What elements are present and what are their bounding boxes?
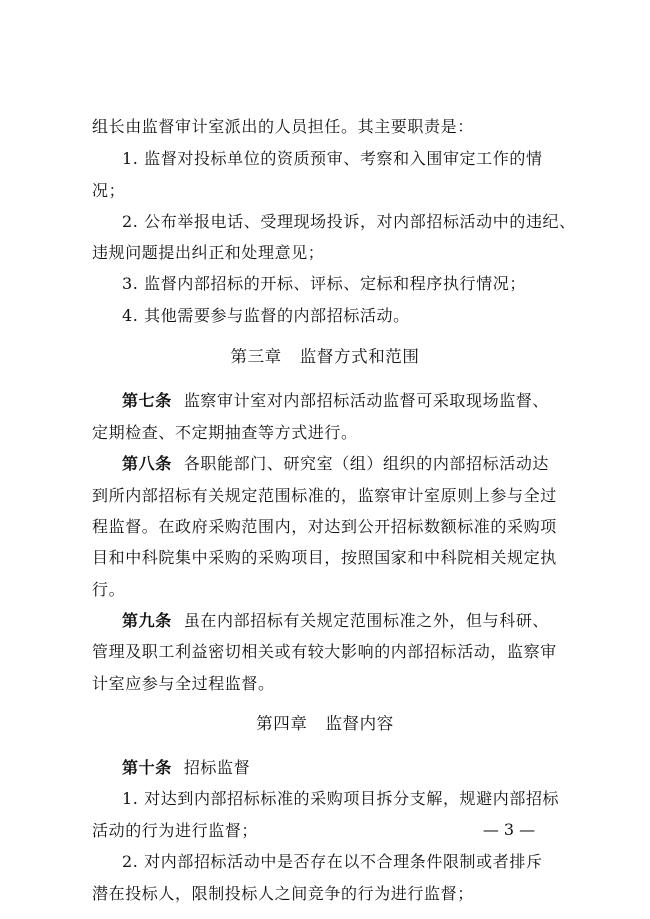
- article-7-line-1: [122, 391, 549, 411]
- article-7-line-2: 定期检查、不定期抽查等方式进行。: [92, 423, 358, 442]
- list-item-3: 3. 监督内部招标的开标、评标、定标和程序执行情况；: [122, 274, 526, 293]
- paragraph-line: 组长由监督审计室派出的人员担任。其主要职责是：: [92, 117, 474, 136]
- article-7-text: 监察审计室对内部招标活动监督可采取现场监督、: [183, 391, 550, 410]
- article-8-line-3: 程监督。在政府采购范围内，对达到公开招标数额标准的采购项: [92, 517, 557, 536]
- article-8-line-5: 行。: [92, 580, 126, 599]
- list-item-2: 2. 公布举报电话、受理现场投诉，对内部招标活动中的违纪、: [122, 212, 576, 231]
- chapter-4-number: 第四章: [256, 714, 308, 733]
- article-10-heading: [122, 758, 250, 778]
- article-8-text: 各职能部门、研究室（组）组织的内部招标活动达: [183, 454, 550, 473]
- article-10-item-1-continued: 活动的行为进行监督；: [92, 821, 259, 840]
- chapter-4-title: 监督内容: [325, 714, 394, 733]
- list-item-4: 4. 其他需要参与监督的内部招标活动。: [122, 306, 410, 325]
- article-8-line-4: 目和中科院集中采购的采购项目，按照国家和中科院相关规定执: [92, 548, 557, 567]
- article-9-line-2: 管理及职工利益密切相关或有较大影响的内部招标活动，监察审: [92, 642, 557, 661]
- article-7-label: 第七条: [122, 391, 172, 410]
- list-item-1: 1. 监督对投标单位的资质预审、考察和入围审定工作的情: [122, 149, 543, 168]
- list-item-1-continued: 况；: [92, 181, 126, 200]
- article-9-text: 虽在内部招标有关规定范围标准之外，但与科研、: [183, 611, 550, 630]
- article-9-label: 第九条: [122, 611, 172, 630]
- article-9-line-1: [122, 611, 549, 631]
- article-10-item-2: 2. 对内部招标活动中是否存在以不合理条件限制或者排斥: [122, 852, 543, 871]
- chapter-3-number: 第三章: [230, 347, 282, 366]
- article-10-label: 第十条: [122, 758, 172, 777]
- page-number: — 3 —: [482, 820, 536, 839]
- chapter-3-title: 监督方式和范围: [299, 347, 420, 366]
- article-8-line-1: [122, 454, 549, 474]
- article-10-item-1: 1. 对达到内部招标标准的采购项目拆分支解，规避内部招标: [122, 789, 560, 808]
- chapter-4-heading: [0, 714, 650, 734]
- list-item-2-continued: 违规问题提出纠正和处理意见；: [92, 243, 325, 262]
- article-8-line-2: 到所内部招标有关规定范围标准的，监察审计室原则上参与全过: [92, 486, 557, 505]
- chapter-3-heading: [0, 347, 650, 367]
- article-10-title: 招标监督: [183, 758, 251, 777]
- article-10-item-2-continued: 潜在投标人，限制投标人之间竞争的行为进行监督；: [92, 884, 474, 903]
- article-8-label: 第八条: [122, 454, 172, 473]
- article-9-line-3: 计室应参与全过程监督。: [92, 674, 275, 693]
